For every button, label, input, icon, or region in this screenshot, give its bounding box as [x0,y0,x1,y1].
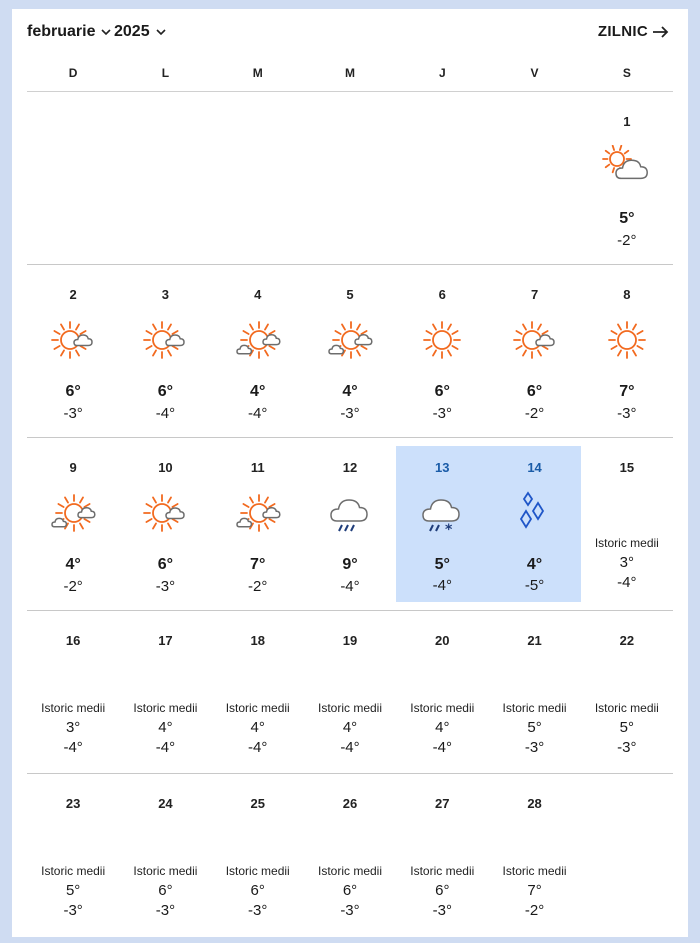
chevron-down-icon [99,25,113,39]
weekday-label: M [252,66,263,80]
temp-min: -4° [340,578,360,595]
day-number: 26 [342,796,358,811]
temp-min: -3° [432,902,452,919]
calendar-grid [27,92,673,936]
temp-max: 7° [250,556,266,573]
temp-max: 5° [527,719,542,736]
temp-max: 6° [158,882,173,899]
day-cell[interactable] [27,774,119,936]
day-cell[interactable] [304,438,396,610]
temp-min: -3° [617,739,637,756]
day-cell[interactable] [304,611,396,773]
ice-crystals-icon [510,491,560,535]
temp-max: 6° [65,383,81,400]
temp-max: 5° [65,882,81,899]
calendar-week-row [27,92,673,265]
empty-day-cell [396,92,488,264]
chevron-down-icon [154,25,168,39]
day-cell[interactable] [119,438,211,610]
temp-max: 6° [434,383,450,400]
temp-min: -2° [617,232,637,249]
temp-max: 6° [342,882,358,899]
day-number: 27 [435,796,450,811]
temp-min: -3° [617,405,637,422]
weekday-label: V [530,66,539,80]
history-label: Istoric medii [133,864,198,878]
temp-max: 6° [157,383,174,400]
day-cell[interactable] [396,611,488,773]
day-number: 25 [250,796,265,811]
temp-min: -4° [155,405,176,422]
day-number: 21 [527,633,542,648]
day-number: 13 [435,460,450,475]
temp-min: -3° [340,902,360,919]
temp-max: 6° [435,882,450,899]
daily-label: ZILNIC [597,23,648,40]
day-cell[interactable] [304,265,396,437]
day-number: 6 [438,287,446,302]
empty-day-cell [27,92,119,264]
history-label: Istoric medii [594,536,659,550]
temp-min: -3° [340,405,360,422]
history-label: Istoric medii [502,701,567,715]
temp-max: 5° [619,210,635,227]
day-number: 18 [250,633,265,648]
calendar-header [12,9,688,55]
temp-max: 4° [65,556,81,573]
day-cell[interactable] [581,265,673,437]
svg-text:*: * [445,522,453,535]
calendar-week-row [27,611,673,774]
calendar-week-row [27,438,673,611]
temp-min: -3° [63,902,83,919]
temp-min: -4° [248,405,268,422]
day-number: 10 [158,460,173,475]
temp-max: 6° [250,882,265,899]
history-label: Istoric medii [225,864,290,878]
history-label: Istoric medii [225,701,290,715]
temp-max: 4° [435,719,450,736]
day-cell[interactable] [212,611,304,773]
sun-small-cloud-icon [510,318,560,362]
temp-max: 6° [526,383,543,400]
day-number: 12 [342,460,358,475]
temp-max: 5° [619,719,635,736]
empty-day-cell [212,92,304,264]
temp-max: 4° [158,719,173,736]
day-number: 2 [69,287,77,302]
day-cell[interactable] [27,265,119,437]
history-label: Istoric medii [41,864,106,878]
history-label: Istoric medii [133,701,198,715]
day-cell[interactable] [488,611,580,773]
temp-min: -4° [63,739,83,756]
month-selector[interactable] [27,23,113,41]
day-cell[interactable] [119,774,211,936]
temp-min: -4° [432,739,452,756]
empty-day-cell [119,92,211,264]
day-number: 4 [254,287,262,302]
day-cell[interactable] [212,265,304,437]
day-cell[interactable] [396,774,488,936]
year-label: 2025 [114,23,150,40]
temp-min: -2° [248,578,268,595]
temp-min: -4° [248,739,268,756]
day-number: 7 [530,287,539,302]
temp-max: 4° [342,383,358,400]
day-cell[interactable] [581,438,673,610]
sun-two-clouds-icon [48,491,98,535]
daily-view-link[interactable] [598,23,670,40]
temp-min: -5° [524,577,545,594]
history-label: Istoric medii [317,701,382,715]
temp-min: -3° [248,902,268,919]
temp-min: -4° [432,577,452,594]
weekday-label: J [438,66,446,80]
temp-min: -2° [63,578,83,595]
day-cell[interactable] [396,446,488,602]
history-label: Istoric medii [317,864,382,878]
weekday-label: L [161,66,170,80]
day-cell[interactable] [488,446,580,602]
temp-min: -3° [63,405,83,422]
history-label: Istoric medii [410,701,475,715]
sun-small-cloud-icon [140,318,190,362]
sun-two-clouds-icon [233,491,283,535]
day-number: 3 [161,287,170,302]
temp-min: -4° [617,574,637,591]
day-number: 15 [619,460,635,475]
sun-cloud-icon [602,145,652,189]
day-number: 22 [619,633,635,648]
temp-min: -3° [432,405,452,422]
day-cell[interactable] [581,92,673,264]
day-cell[interactable] [304,774,396,936]
day-number: 1 [623,114,631,129]
day-cell[interactable] [212,774,304,936]
day-number: 5 [346,287,354,302]
month-label: februarie [27,23,96,40]
day-number: 24 [158,796,173,811]
day-cell[interactable] [27,611,119,773]
sun-icon [602,318,652,362]
history-label: Istoric medii [502,864,567,878]
empty-day-cell [488,92,580,264]
sun-small-cloud-icon [48,318,98,362]
history-label: Istoric medii [410,864,475,878]
day-number: 17 [158,633,173,648]
sleet-cloud-icon [417,491,467,535]
temp-max: 7° [527,882,542,899]
day-cell[interactable] [27,438,119,610]
day-number: 11 [250,460,265,475]
year-selector[interactable] [114,23,168,41]
weekday-label: D [68,66,78,80]
day-number: 9 [69,460,77,475]
temp-max: 4° [250,719,265,736]
temp-max: 9° [342,556,358,573]
temp-max: 4° [526,556,543,573]
calendar-panel [12,9,688,937]
day-number: 23 [65,796,81,811]
day-number: 16 [65,633,81,648]
calendar-week-row [27,265,673,438]
day-cell[interactable] [212,438,304,610]
day-number: 8 [623,287,631,302]
day-cell[interactable] [119,611,211,773]
temp-min: -4° [340,739,360,756]
temp-min: -2° [524,902,545,919]
sun-two-clouds-icon [325,318,375,362]
day-cell[interactable] [488,774,580,936]
empty-day-cell [581,774,673,936]
temp-min: -2° [524,405,545,422]
sun-icon [417,318,467,362]
temp-max: 4° [250,383,266,400]
weekday-label: S [622,66,631,80]
day-number: 20 [435,633,450,648]
weekday-header-row [27,63,673,92]
calendar-week-row [27,774,673,936]
temp-min: -3° [524,739,545,756]
temp-max: 3° [65,719,81,736]
day-cell[interactable] [119,265,211,437]
temp-max: 7° [619,383,635,400]
sun-small-cloud-icon [140,491,190,535]
history-label: Istoric medii [594,701,659,715]
day-cell[interactable] [396,265,488,437]
temp-max: 5° [434,556,450,573]
history-label: Istoric medii [41,701,106,715]
temp-max: 6° [157,556,174,573]
day-number: 14 [527,460,542,475]
day-number: 19 [342,633,358,648]
temp-max: 4° [342,719,358,736]
temp-min: -3° [155,902,176,919]
temp-min: -3° [155,578,176,595]
rain-cloud-icon [325,491,375,535]
day-number: 28 [527,796,542,811]
sun-two-clouds-icon [233,318,283,362]
temp-max: 3° [619,554,635,571]
arrow-right-icon [652,25,670,39]
temp-min: -4° [155,739,176,756]
weekday-label: M [344,66,355,80]
day-cell[interactable] [581,611,673,773]
day-cell[interactable] [488,265,580,437]
empty-day-cell [304,92,396,264]
